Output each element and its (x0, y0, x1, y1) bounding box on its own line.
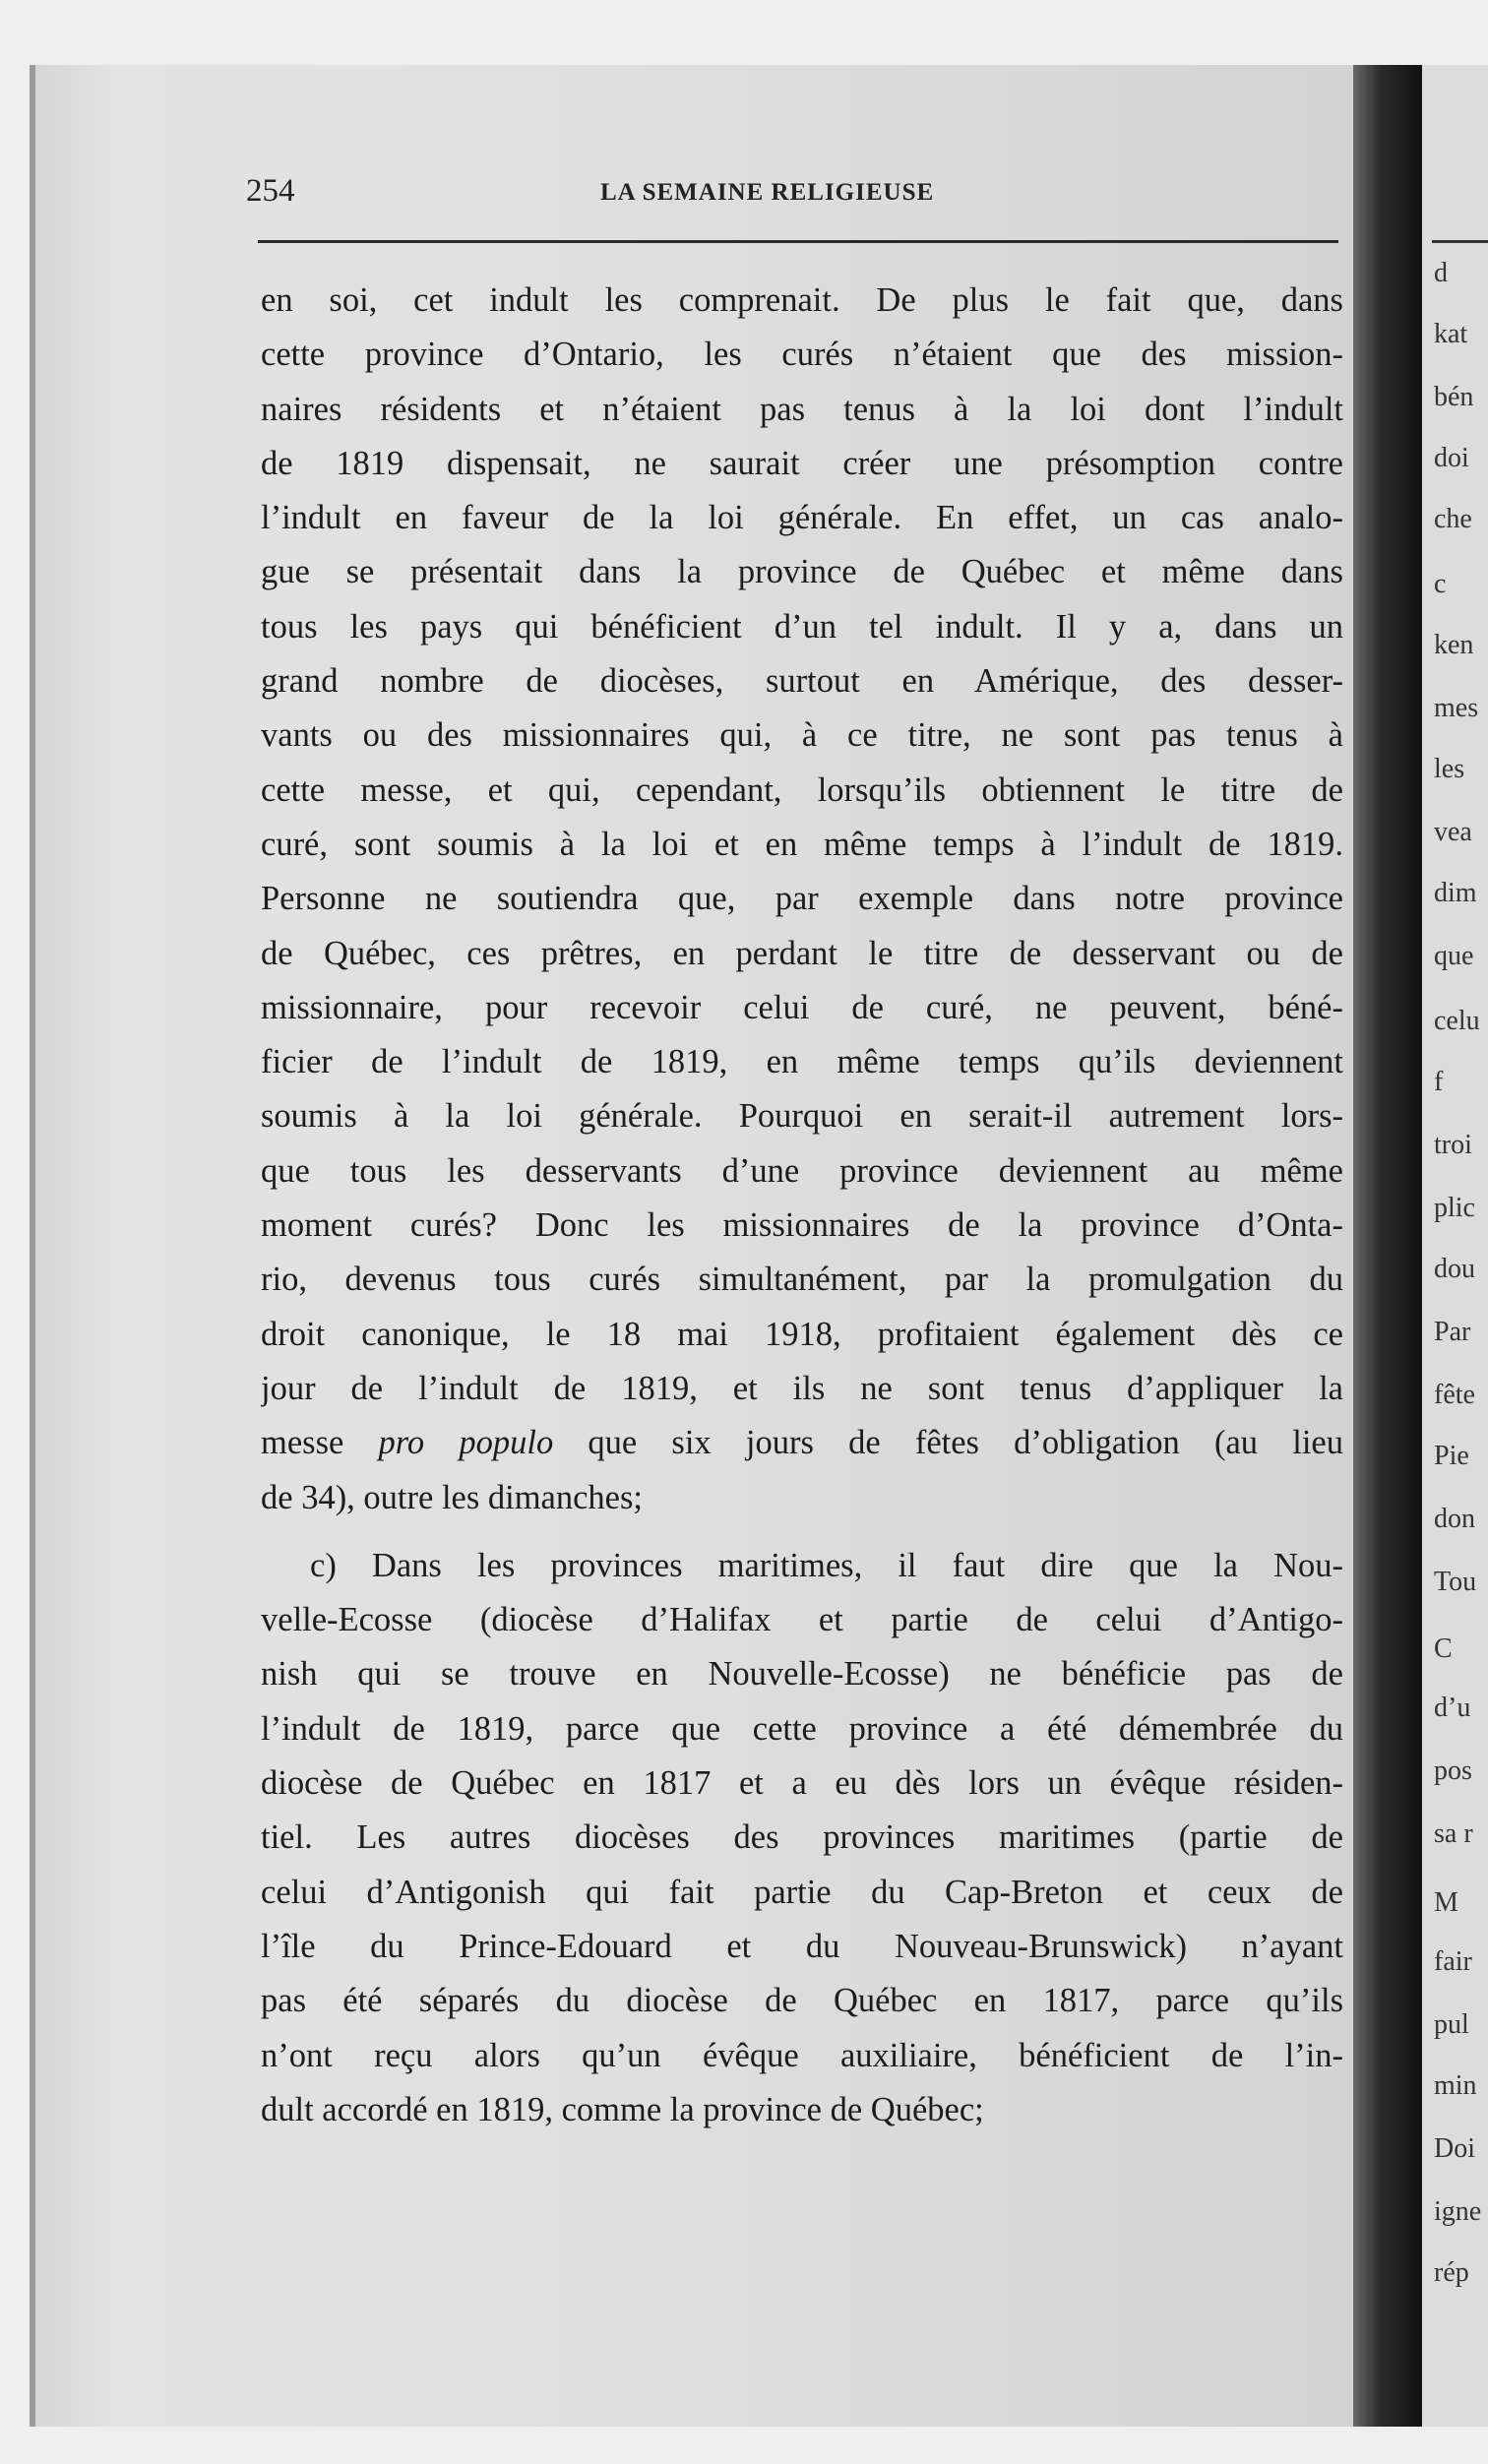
text-line: cette messe, et qui, cependant, lorsqu’ils obtiennent le titre de (261, 770, 1343, 809)
text-line: tiel. Les autres diocèses des provinces maritimes (partie de (261, 1818, 1343, 1857)
text-line: jour de l’indult de 1819, et ils ne sont tenus d’appliquer la (261, 1369, 1343, 1407)
text-line: velle-Ecosse (diocèse d’Halifax et partie de celui d’Antigo- (261, 1601, 1343, 1639)
adjacent-fragment: M (1434, 1887, 1458, 1918)
running-header (246, 173, 1338, 220)
text-line: celui d’Antigonish qui fait partie du Cap-Breton et ceux de (261, 1873, 1343, 1911)
adjacent-fragment: sa r (1434, 1818, 1473, 1849)
adjacent-fragment: mes (1434, 693, 1479, 723)
adjacent-fragment: dou (1434, 1254, 1475, 1284)
adjacent-fragment: kat (1434, 319, 1468, 349)
text-line: ficier de l’indult de 1819, en même temps qu’ils deviennent (261, 1043, 1343, 1081)
text-line: cette province d’Ontario, les curés n’étaient que des mission- (261, 336, 1343, 374)
text-line: Personne ne soutiendra que, par exemple dans notre province (261, 880, 1343, 918)
adjacent-fragment: che (1434, 504, 1472, 534)
adjacent-fragment: rép (1434, 2257, 1469, 2288)
text-line: nish qui se trouve en Nouvelle-Ecosse) ne bénéficie pas de (261, 1655, 1343, 1694)
page-number: 254 (246, 173, 295, 209)
paragraph-gap (261, 1525, 1343, 1539)
text-line: de 34), outre les dimanches; (261, 1478, 644, 1516)
adjacent-fragment: pul (1434, 2009, 1469, 2040)
book-gutter (1353, 65, 1422, 2427)
text-line: droit canonique, le 18 mai 1918, profitaient également dès ce (261, 1315, 1343, 1353)
adjacent-fragment: d’u (1434, 1693, 1471, 1723)
text-line: curé, sont soumis à la loi et en même temps à l’indult de 1819. (261, 825, 1343, 863)
adjacent-fragment: min (1434, 2070, 1477, 2101)
adjacent-fragment: fête (1434, 1380, 1475, 1410)
text-line: diocèse de Québec en 1817 et a eu dès lors un évêque résiden- (261, 1764, 1343, 1803)
text-line: l’indult en faveur de la loi générale. En effet, un cas analo- (261, 499, 1343, 537)
adjacent-fragment: c (1434, 569, 1447, 599)
text-line: l’indult de 1819, parce que cette province a été démembrée du (261, 1709, 1343, 1748)
adjacent-fragment: les (1434, 754, 1465, 784)
text-line: moment curés? Donc les missionnaires de la province d’Onta- (261, 1206, 1343, 1245)
body-text (261, 274, 1343, 2137)
adjacent-fragment: dim (1434, 878, 1477, 908)
text-line: en soi, cet indult les comprenait. De plus le fait que, dans (261, 281, 1343, 319)
adjacent-fragment: Pie (1434, 1441, 1469, 1471)
text-line: l’île du Prince-Edouard et du Nouveau-Brunswick) n’ayant (261, 1927, 1343, 1965)
adjacent-fragment: pos (1434, 1756, 1472, 1786)
adjacent-header-rule (1432, 240, 1488, 243)
adjacent-fragment: Tou (1434, 1567, 1477, 1597)
text-line: vants ou des missionnaires qui, à ce titre, ne sont pas tenus à (261, 716, 1343, 755)
adjacent-fragment: d (1434, 258, 1448, 288)
adjacent-fragment: plic (1434, 1193, 1475, 1223)
adjacent-fragment: ken (1434, 630, 1474, 660)
text-line: tous les pays qui bénéficient d’un tel indult. Il y a, dans un (261, 607, 1343, 646)
text-line: de Québec, ces prêtres, en perdant le titre de desservant ou de (261, 934, 1343, 972)
adjacent-page-edge (1422, 65, 1488, 2427)
adjacent-fragment: f (1434, 1067, 1444, 1097)
adjacent-fragment: troi (1434, 1130, 1472, 1160)
header-rule (258, 240, 1338, 243)
adjacent-fragment: don (1434, 1504, 1475, 1534)
text-line: n’ont reçu alors qu’un évêque auxiliaire, bénéficient de l’in- (261, 2036, 1343, 2074)
text-line: dult accordé en 1819, comme la province de Québec; (261, 2090, 984, 2128)
adjacent-fragment: celu (1434, 1006, 1480, 1036)
adjacent-fragment: igne (1434, 2196, 1482, 2227)
adjacent-fragment: Doi (1434, 2133, 1475, 2164)
adjacent-fragment: C (1434, 1633, 1453, 1664)
adjacent-fragment: fair (1434, 1946, 1472, 1977)
text-line: que tous les desservants d’une province deviennent au même (261, 1151, 1343, 1190)
text-line: de 1819 dispensait, ne saurait créer une présomption contre (261, 444, 1343, 482)
text-line: naires résidents et n’étaient pas tenus à la loi dont l’indult (261, 390, 1343, 428)
text-line: missionnaire, pour recevoir celui de curé, ne peuvent, béné- (261, 988, 1343, 1026)
text-line: pas été séparés du diocèse de Québec en 1817, parce qu’ils (261, 1982, 1343, 2020)
adjacent-fragment: Par (1434, 1317, 1471, 1347)
running-title: LA SEMAINE RELIGIEUSE (600, 179, 935, 206)
text-line: grand nombre de diocèses, surtout en Amérique, des desser- (261, 662, 1343, 701)
text-line: messe pro populo que six jours de fêtes d’obligation (au lieu (261, 1424, 1343, 1462)
text-line: c) Dans les provinces maritimes, il faut dire que la Nou- (310, 1546, 1343, 1584)
adjacent-fragment: bén (1434, 382, 1474, 412)
adjacent-fragment: doi (1434, 443, 1469, 473)
text-line: gue se présentait dans la province de Québec et même dans (261, 553, 1343, 591)
adjacent-fragment: que (1434, 941, 1474, 971)
adjacent-fragment: vea (1434, 817, 1472, 847)
text-line: rio, devenus tous curés simultanément, par la promulgation du (261, 1261, 1343, 1299)
text-line: soumis à la loi générale. Pourquoi en serait-il autrement lors- (261, 1097, 1343, 1136)
